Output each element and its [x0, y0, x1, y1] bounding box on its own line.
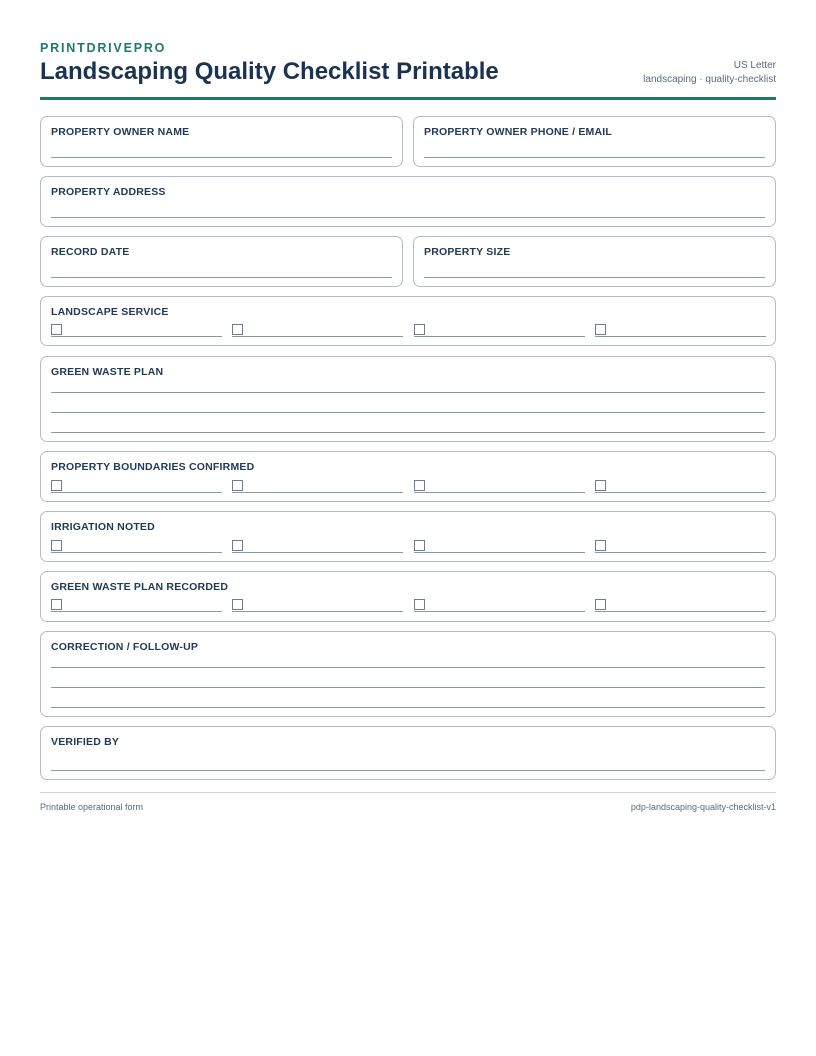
boundaries-confirmed-field: [40, 451, 776, 502]
option-write-line[interactable]: [51, 492, 222, 493]
green-waste-plan-label: GREEN WASTE PLAN: [51, 366, 164, 378]
verified-by-label: VERIFIED BY: [51, 736, 120, 748]
option-write-line[interactable]: [51, 336, 222, 337]
correction-field: [40, 631, 776, 717]
irrigation-option-3[interactable]: [414, 539, 585, 553]
checkbox[interactable]: [51, 540, 62, 551]
checkbox[interactable]: [595, 480, 606, 491]
option-write-line[interactable]: [414, 492, 585, 493]
correction-line-3[interactable]: [51, 707, 765, 708]
checkbox[interactable]: [51, 480, 62, 491]
option-write-line[interactable]: [414, 552, 585, 553]
owner-name-field: [40, 116, 403, 167]
checkbox[interactable]: [51, 599, 62, 610]
verified-by-field: [40, 726, 776, 780]
property-size-field: [413, 236, 776, 287]
boundaries-option-2[interactable]: [232, 479, 403, 493]
checkbox[interactable]: [414, 540, 425, 551]
option-write-line[interactable]: [51, 611, 222, 612]
owner-name-label: PROPERTY OWNER NAME: [51, 126, 190, 138]
form-footer: [40, 792, 776, 812]
boundaries-confirmed-label: PROPERTY BOUNDARIES CONFIRMED: [51, 461, 255, 473]
correction-line-2[interactable]: [51, 687, 765, 688]
landscape-service-option-1[interactable]: [51, 323, 222, 337]
owner-name-input-line[interactable]: [51, 157, 392, 158]
verified-by-input-line[interactable]: [51, 770, 765, 771]
option-write-line[interactable]: [51, 552, 222, 553]
irrigation-option-4[interactable]: [595, 539, 766, 553]
green-waste-recorded-field: [40, 571, 776, 622]
checkbox[interactable]: [232, 324, 243, 335]
boundaries-option-3[interactable]: [414, 479, 585, 493]
address-input-line[interactable]: [51, 217, 765, 218]
green-waste-plan-line-1[interactable]: [51, 392, 765, 393]
owner-contact-label: PROPERTY OWNER PHONE / EMAIL: [424, 126, 613, 138]
green-waste-plan-field: [40, 356, 776, 442]
green-waste-plan-line-3[interactable]: [51, 432, 765, 433]
address-label: PROPERTY ADDRESS: [51, 186, 166, 198]
landscape-service-option-3[interactable]: [414, 323, 585, 337]
irrigation-option-2[interactable]: [232, 539, 403, 553]
property-size-input-line[interactable]: [424, 277, 765, 278]
correction-label: CORRECTION / FOLLOW-UP: [51, 641, 199, 653]
option-write-line[interactable]: [595, 611, 766, 612]
brand-logo-text: PRINTDRIVEPRO: [40, 41, 167, 55]
form-page: [40, 0, 776, 812]
option-write-line[interactable]: [595, 552, 766, 553]
address-field: [40, 176, 776, 227]
boundaries-option-4[interactable]: [595, 479, 766, 493]
irrigation-noted-field: [40, 511, 776, 562]
option-write-line[interactable]: [414, 336, 585, 337]
form-tags: landscaping · quality-checklist: [643, 74, 776, 85]
green-waste-recorded-option-2[interactable]: [232, 598, 403, 612]
owner-contact-input-line[interactable]: [424, 157, 765, 158]
checkbox[interactable]: [414, 324, 425, 335]
property-size-label: PROPERTY SIZE: [424, 246, 511, 258]
checkbox[interactable]: [232, 540, 243, 551]
option-write-line[interactable]: [232, 492, 403, 493]
record-date-field: [40, 236, 403, 287]
checkbox[interactable]: [414, 480, 425, 491]
irrigation-option-1[interactable]: [51, 539, 222, 553]
option-write-line[interactable]: [232, 552, 403, 553]
checkbox[interactable]: [51, 324, 62, 335]
header-meta: [643, 59, 776, 87]
landscape-service-field: [40, 296, 776, 346]
green-waste-plan-line-2[interactable]: [51, 412, 765, 413]
page-title: Landscaping Quality Checklist Printable: [40, 58, 499, 85]
record-date-label: RECORD DATE: [51, 246, 130, 258]
form-header: [40, 0, 776, 100]
green-waste-recorded-option-1[interactable]: [51, 598, 222, 612]
option-write-line[interactable]: [414, 611, 585, 612]
option-write-line[interactable]: [595, 492, 766, 493]
correction-line-1[interactable]: [51, 667, 765, 668]
landscape-service-option-2[interactable]: [232, 323, 403, 337]
checkbox[interactable]: [414, 599, 425, 610]
irrigation-noted-label: IRRIGATION NOTED: [51, 521, 155, 533]
option-write-line[interactable]: [595, 336, 766, 337]
option-write-line[interactable]: [232, 611, 403, 612]
checkbox[interactable]: [595, 324, 606, 335]
owner-contact-field: [413, 116, 776, 167]
paper-size: US Letter: [733, 60, 776, 71]
checkbox[interactable]: [232, 599, 243, 610]
option-write-line[interactable]: [232, 336, 403, 337]
boundaries-option-1[interactable]: [51, 479, 222, 493]
checkbox[interactable]: [595, 599, 606, 610]
checkbox[interactable]: [595, 540, 606, 551]
form-id: pdp-landscaping-quality-checklist-v1: [630, 802, 776, 812]
landscape-service-label: LANDSCAPE SERVICE: [51, 306, 169, 318]
green-waste-recorded-option-3[interactable]: [414, 598, 585, 612]
green-waste-recorded-option-4[interactable]: [595, 598, 766, 612]
record-date-input-line[interactable]: [51, 277, 392, 278]
footer-note: Printable operational form: [40, 802, 144, 812]
landscape-service-option-4[interactable]: [595, 323, 766, 337]
green-waste-recorded-label: GREEN WASTE PLAN RECORDED: [51, 581, 229, 593]
checkbox[interactable]: [232, 480, 243, 491]
